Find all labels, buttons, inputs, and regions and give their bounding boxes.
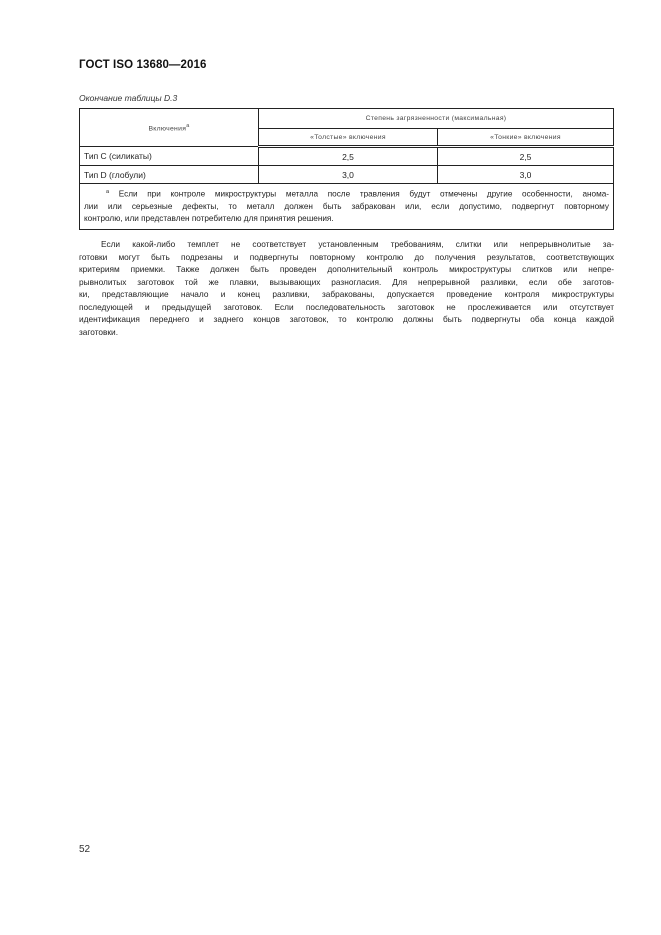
cell-thin: 3,0 — [438, 166, 614, 184]
header-thick-inclusions: «Толстые» включения — [259, 129, 438, 147]
footnote-mark: a — [186, 122, 190, 129]
table-row — [80, 147, 614, 166]
footnote-line: контролю, или представлен потребителю для принятия решения. — [84, 213, 334, 223]
paragraph-line: заготовки. — [79, 326, 118, 337]
document-title: ГОСТ ISO 13680—2016 — [79, 59, 207, 71]
body-paragraph — [79, 238, 614, 338]
footnote-mark: a — [106, 189, 110, 195]
header-contamination-degree: Степень загрязненности (максимальная) — [259, 109, 614, 129]
row-label: Тип C (силикаты) — [80, 147, 259, 166]
table-footnote — [80, 184, 614, 230]
footnote-line — [84, 186, 609, 201]
paragraph-line: готовки могут быть подрезаны и подвергнуты повторному контролю до получения результатов, соответствующих — [79, 251, 614, 262]
footnote-line: лии или серьезные дефекты, то металл должен быть забракован или, если допустимо, подвергнут повторному — [84, 201, 609, 211]
table-row — [80, 166, 614, 184]
paragraph-line: идентификация переднего и заднего концов заготовок, то контролю должны быть подвергнуты оба конца каждой — [79, 314, 614, 324]
header-inclusions-label: Включения — [148, 125, 187, 133]
paragraph-line: критериям приемки. Также должен быть проведен дополнительный контроль микроструктуры слитков или непре- — [79, 264, 614, 274]
table-footnote-row — [80, 184, 614, 230]
paragraph-line: ки, представляющие начало и конец разливки, забракованы, допускается проведение контроля микроструктуры — [79, 289, 614, 299]
cell-thick: 2,5 — [259, 147, 438, 166]
footnote-text: Если при контроле микроструктуры металла после травления будут отмечены другие особенности, анома- — [118, 189, 609, 199]
header-thin-inclusions: «Тонкие» включения — [438, 129, 614, 147]
cell-thin: 2,5 — [438, 147, 614, 166]
inclusions-table — [79, 108, 614, 230]
paragraph-line: Если какой-либо темплет не соответствует установленным требованиям, слитки или непрерывнолитые за- — [101, 239, 614, 249]
paragraph-line: рывнолитых заготовок той же плавки, вызывающих разногласия. Для непрерывной разливки, если обе заготов- — [79, 276, 614, 287]
table-header-row-1 — [80, 109, 614, 129]
header-inclusions — [80, 109, 259, 147]
cell-thick: 3,0 — [259, 166, 438, 184]
page-number: 52 — [79, 844, 91, 855]
table-caption: Окончание таблицы D.3 — [79, 93, 178, 103]
row-label: Тип D (глобули) — [80, 166, 259, 184]
paragraph-line: последующей и предыдущей заготовок. Если последовательность заготовок не прослеживается или отсутствует — [79, 301, 614, 312]
